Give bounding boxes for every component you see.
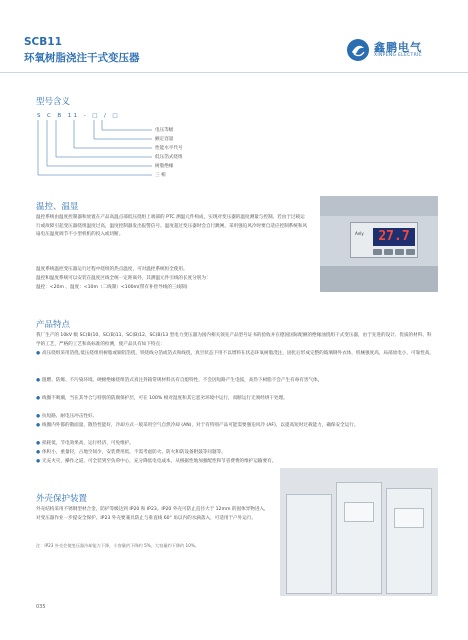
photo-background-top — [320, 196, 438, 216]
temp-paragraph-4: 温控：<20m 、温度：<10m（二线制）<100m(带有补偿导线的三线制) — [36, 285, 188, 290]
meter-display: 27.7 — [373, 228, 415, 246]
model-label-capacity: 额定容量 — [155, 137, 174, 142]
temp-paragraph-1: 温控系统由温度控制器和放置在产品高温点部低压绕组上端部的 PTC 测温元件构成，实现对变压器的温度测量与控制。若由于过载运行或故障引起变压器绕组温度过高，温度控制器发出报警信号。温度超过变压器时会自行跳闸。采用强迫风冷时要自适应控制系统和风扇电压温度调节不小型机机的投入或切断。 — [36, 215, 308, 238]
photo-background-bottom — [320, 266, 438, 292]
meter-button — [373, 249, 382, 255]
feature-item: ● 线圈不吸潮，当在其导合与特别的防腐保护层，可在 100% 相对湿度和其它恶劣环境中运行，而断运行无须经烘干处理。 — [36, 395, 436, 404]
feature-item: ● 无充火灾，操作之道，可全装到至负荷中心，充分降低电电成本，从根据性地加强配性和节省费费的维护运输要有。 — [36, 458, 436, 467]
model-label-resin: 树脂绝缘 — [155, 164, 174, 169]
model-tree-diagram — [36, 120, 196, 190]
cabinet-unit — [386, 488, 432, 594]
feature-item: ● 抗短路、耐电压冲击性好。 — [36, 413, 436, 422]
header-divider — [0, 72, 468, 73]
meter-button — [406, 249, 415, 255]
cabinet-unit — [336, 482, 382, 594]
cabinet-vent — [394, 508, 424, 528]
meter-buttons — [373, 249, 415, 255]
feature-item: ● 体积小，重量轻，占地空间少，安装费用低，不需考虑防火、防火和防设备附鼓等问题等。 — [36, 449, 436, 458]
feature-item: ● 线圈内外都的散面量，散热性能好，冷却方式一般采用空气自然冷却 (AN)，对于有特别产品可能需要强迫风冷 (AF)，以提高短时过载能力，确保安全运行。 — [36, 422, 436, 431]
feature-item: ● 高压绕组采用箔绕,低压绕组用树脂或铜铝箔绕，铁绕线分箔或箔式和线绕，真空状态下用不以增料在状态环氧树脂浇注，固化后形成完整的玻璃钢外衣体，机械强度高，局部放电小、可靠性高。 — [36, 350, 436, 359]
company-logo — [346, 38, 446, 64]
enclosure-heading: 外壳保护装置 — [36, 494, 88, 504]
model-code: S C B 11 - □ / □ — [37, 113, 120, 119]
enclosure-cabinet-photo — [280, 468, 438, 596]
model-label-voltage: 电压等级 — [155, 128, 174, 133]
model-label-foil-winding: 低压箔式绕组 — [155, 155, 183, 160]
temp-paragraph-2: 温度系统温控变压器运行过程中绕组的热点温度，可对温控系统恒全使用。 — [36, 267, 188, 272]
logo-mark-icon — [346, 38, 370, 62]
feature-item: ● 阻燃、防爆、不污染环境。硬棉绝缘绕组箔式真注封箱常规材料具有自熄特性，不会因短路产生电弧，高热下树脂不会产生有毒有害气体。 — [36, 377, 436, 386]
temp-paragraph-3: 温控和温度系统可以安装在温度区线全统一定距离外，其测温元件引线的长度分别为： — [36, 276, 211, 281]
enclosure-note: 注：IP23 外壳会使变压器冷却能力下降，小容量约下降约 5%，大容量约下降约 10%。 — [36, 543, 200, 548]
temperature-meter-photo — [320, 196, 438, 292]
model-label-performance: 性能水平代号 — [155, 146, 183, 151]
model-label-three-phase: 三 相 — [155, 173, 166, 178]
page-header — [0, 0, 468, 74]
temp-heading: 温控、温显 — [36, 202, 79, 212]
features-heading: 产品特点 — [36, 320, 71, 330]
temperature-meter — [350, 222, 418, 258]
enclosure-paragraph: 外壳结构采用不锈钢型材合金，防护等级达到 IP20 和 IP23。IP20 外壳可防止直径大于 12mm 的固体异物进入，对变压器作业一步提安全保护。IP23 外壳要兼具防止与垂直线 60° 角以内的水滴落入，可适用于户外运行。 — [36, 507, 269, 521]
meter-button — [395, 249, 404, 255]
meter-brand: Anly — [355, 231, 364, 236]
logo-en-text: XINPENG ELECTRIC — [374, 53, 423, 58]
product-subtitle: 环氧树脂浇注干式变压器 — [24, 52, 140, 64]
cabinet-vent — [344, 502, 374, 522]
logo-cn-text: 鑫鹏电气 — [374, 41, 422, 54]
product-title: SCB11 — [24, 36, 62, 48]
cabinet-unit — [286, 494, 332, 594]
meter-button — [384, 249, 393, 255]
feature-item: ● 损耗低，节电效果高，运行经济，可免维护。 — [36, 440, 436, 449]
page-number: 035 — [36, 604, 46, 610]
model-heading: 型号含义 — [36, 97, 71, 107]
features-intro: 我厂生产的 10kV 级 SC(B)10、SC(B)11、SC(B)12、SC(B)13 型电力变压器为国内相关领先产品型号证书的验收并在德国国际配额的绝缘油绕组干式变压器，由于先进的设计、优质的材料、科学的工艺，严格的工艺和高标准的检测，使产品具有如下特点： — [36, 333, 432, 347]
